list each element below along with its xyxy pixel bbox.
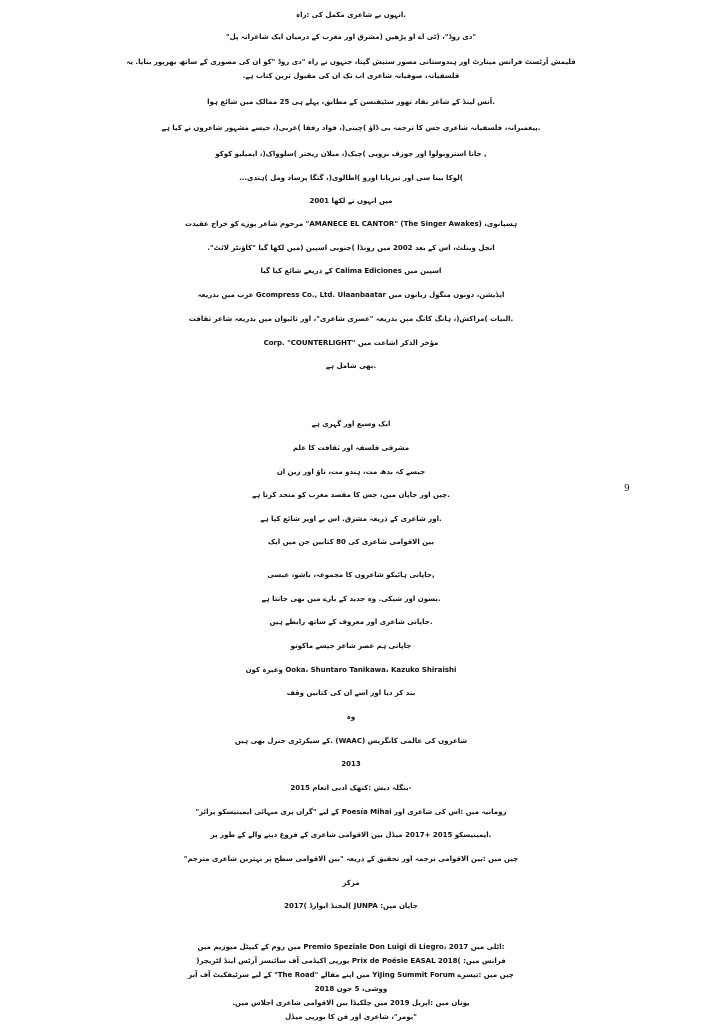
text-line: .فلسفیانہ، صوفیانہ شاعری اب تک ان کی مقبول ترین کتاب ہے [242, 72, 460, 80]
text-line: بسون اور شیکی. وہ جدید کے بارے میں بھی جانتا ہے. [261, 595, 441, 603]
text-line: فلیمش آرٹسٹ فرانس مینارٹ اور ہندوستانی مصور ستیش گپتا، جنہوں نے راہ "دی روڈ "کو ان کی مصوری کے ساتھ بھرپور بنایا. یہ [126, 58, 576, 66]
text-line: اور شاعری کے ذریعہ مشرق. اس نے اوپر شائع کیا ہے. [260, 515, 442, 523]
text-line: ایک وسیع اور گہری ہے [311, 420, 391, 428]
text-line: بین الاقوامی شاعری کی 80 کتابیں جن میں ایک [267, 538, 435, 546]
text-line: "کے لیے "گراں پری میہائی ایمینیسکو پرائز Poesía Mihai رومانیہ میں :اس کی شاعری اور [195, 808, 507, 816]
text-line: "دی روڈ"، (ٹی اے او پڑھیں (مشرق اور مغرب کے درمیان ایک شاعرانہ پل" [225, 33, 477, 41]
text-line: کے لیے سرٹیفکیٹ آف آنر "The Road" میں اپنے مقالے YiJing Summit Forum چین میں :تیسرے [188, 971, 514, 979]
text-line: ووشی، 5 جون 2018 [314, 985, 388, 993]
text-line: بند کر دیا اور اسے ان کی کتابیں وقف [286, 689, 416, 697]
text-line: مرکز [342, 879, 360, 887]
text-line: بھی شامل ہے. [325, 362, 377, 370]
text-line: ایمینیسکو 2015 +2017 میڈل بین الاقوامی شاعری کے فروغ دینے والے کے طور پر. [210, 831, 492, 839]
text-line: لیجنڈ ایوارڈ )2017( JUNPA :جاپان میں [284, 902, 418, 910]
text-line: ...لوکا بینا سی اور تیزیانا اورو )اطالوی(، گنگا پرساد ومل )ہندی( [239, 174, 463, 182]
text-line: کے سیکرٹری جنرل بھی ہیں. (WAAC) شاعروں کی عالمی کانگریس [234, 737, 468, 745]
text-line: ."انجل وینلٹ، اس کے بعد 2002 میں رونڈا )جنوبی اسپین (میں لکھا گیا "کاؤنٹر لائٹ [207, 244, 495, 252]
text-line: عرب میں بذریعہ Gcompress Co., Ltd. Ulaanbaatar ایڈیشن، دونوں منگول زبانوں میں [197, 291, 505, 299]
text-line: جاپانی ہم عصر شاعر جیسے ماکوتو [290, 642, 412, 650]
text-line: میں انہوں نے لکھا 2001 [309, 197, 393, 205]
text-line: Corp. "COUNTERLIGHT" مؤخر الذکر اشاعت میں [263, 339, 439, 347]
text-line: بنگلہ دیش :کتھک ادبی انعام 2015- [290, 784, 412, 792]
text-line: مشرقی فلسفہ اور ثقافت کا علم [292, 444, 410, 452]
text-line: پیغمبرانہ، فلسفیانہ شاعری جس کا ترجمہ بی ڈاؤ )چینی(، فواد رفقا )عربی(، جیسے مشہور شاعروں نے کیا ہے. [161, 124, 541, 132]
page-number: 9 [624, 484, 630, 494]
text-line: "چین میں :بین الاقوامی ترجمہ اور تحقیق کے ذریعہ "بین الاقوامی سطح پر بہترین شاعری مترجم [183, 855, 519, 863]
text-line: جیسے کہ بدھ مت، ہندو مت، تاؤ اور زین ان [276, 468, 426, 476]
text-line: .یونان میں :اپریل 2019 میں چلکیڈا بین الاقوامی شاعری اجلاس میں [232, 999, 470, 1007]
text-line: جانا استروبولوا اور جوزف برویی )چیک(، میلان ریختر )سلوواک(، ایمیلیو کوکو , [215, 150, 487, 158]
text-line: )یورپی اکیڈمی آف سائنسز آرٹس اینڈ لٹریچر Prix de Poésie EASAL 2018( :فرانس میں [196, 957, 506, 965]
text-line: وہ [346, 713, 356, 721]
text-line: جاپانی ہائیکو شاعروں کا مجموعہ، باشو، عیسی, [267, 571, 435, 579]
text-line: میں روم کے کیپٹل میوزیم میں Premio Speziale Don Luigi di Liegro، 2017 اٹلی میں: [197, 943, 505, 951]
text-line: جاپانی شاعری اور معروف کے ساتھ رابطے ہیں. [269, 618, 433, 626]
text-line: انہوں نے شاعری مکمل کی :راہ. [296, 11, 406, 19]
text-line: 2013 [341, 760, 361, 768]
text-line: البیات )مراکش(، ہانگ کانگ میں بذریعہ "عصری شاعری"، اور تائیوان میں بذریعہ شاعر ثقافت. [188, 315, 514, 323]
text-line: بومر"، شاعری اور فن کا یورپی میڈل" [285, 1013, 417, 1021]
text-line: چین اور جاپان میں، جس کا مقصد مغرب کو متحد کرنا ہے. [252, 491, 450, 499]
text-line: کے ذریعے شائع کیا گیا Calima Ediciones اسپین میں [260, 267, 442, 275]
text-line: مرحوم شاعر بوزے کو خراج عقیدت "AMANECE EL CANTOR" (The Singer Awakes) ،ہسپانوی [184, 220, 518, 228]
text-line: وغیرہ کون Ooka، Shuntaro Tanikawa، Kazuko Shiraishi [245, 666, 457, 674]
text-line: آنس لینڈ کے شاعر نقاد تھور سٹیفنسن کے مطابق، پہلے ہی 25 ممالک میں شائع ہوا. [207, 98, 495, 106]
